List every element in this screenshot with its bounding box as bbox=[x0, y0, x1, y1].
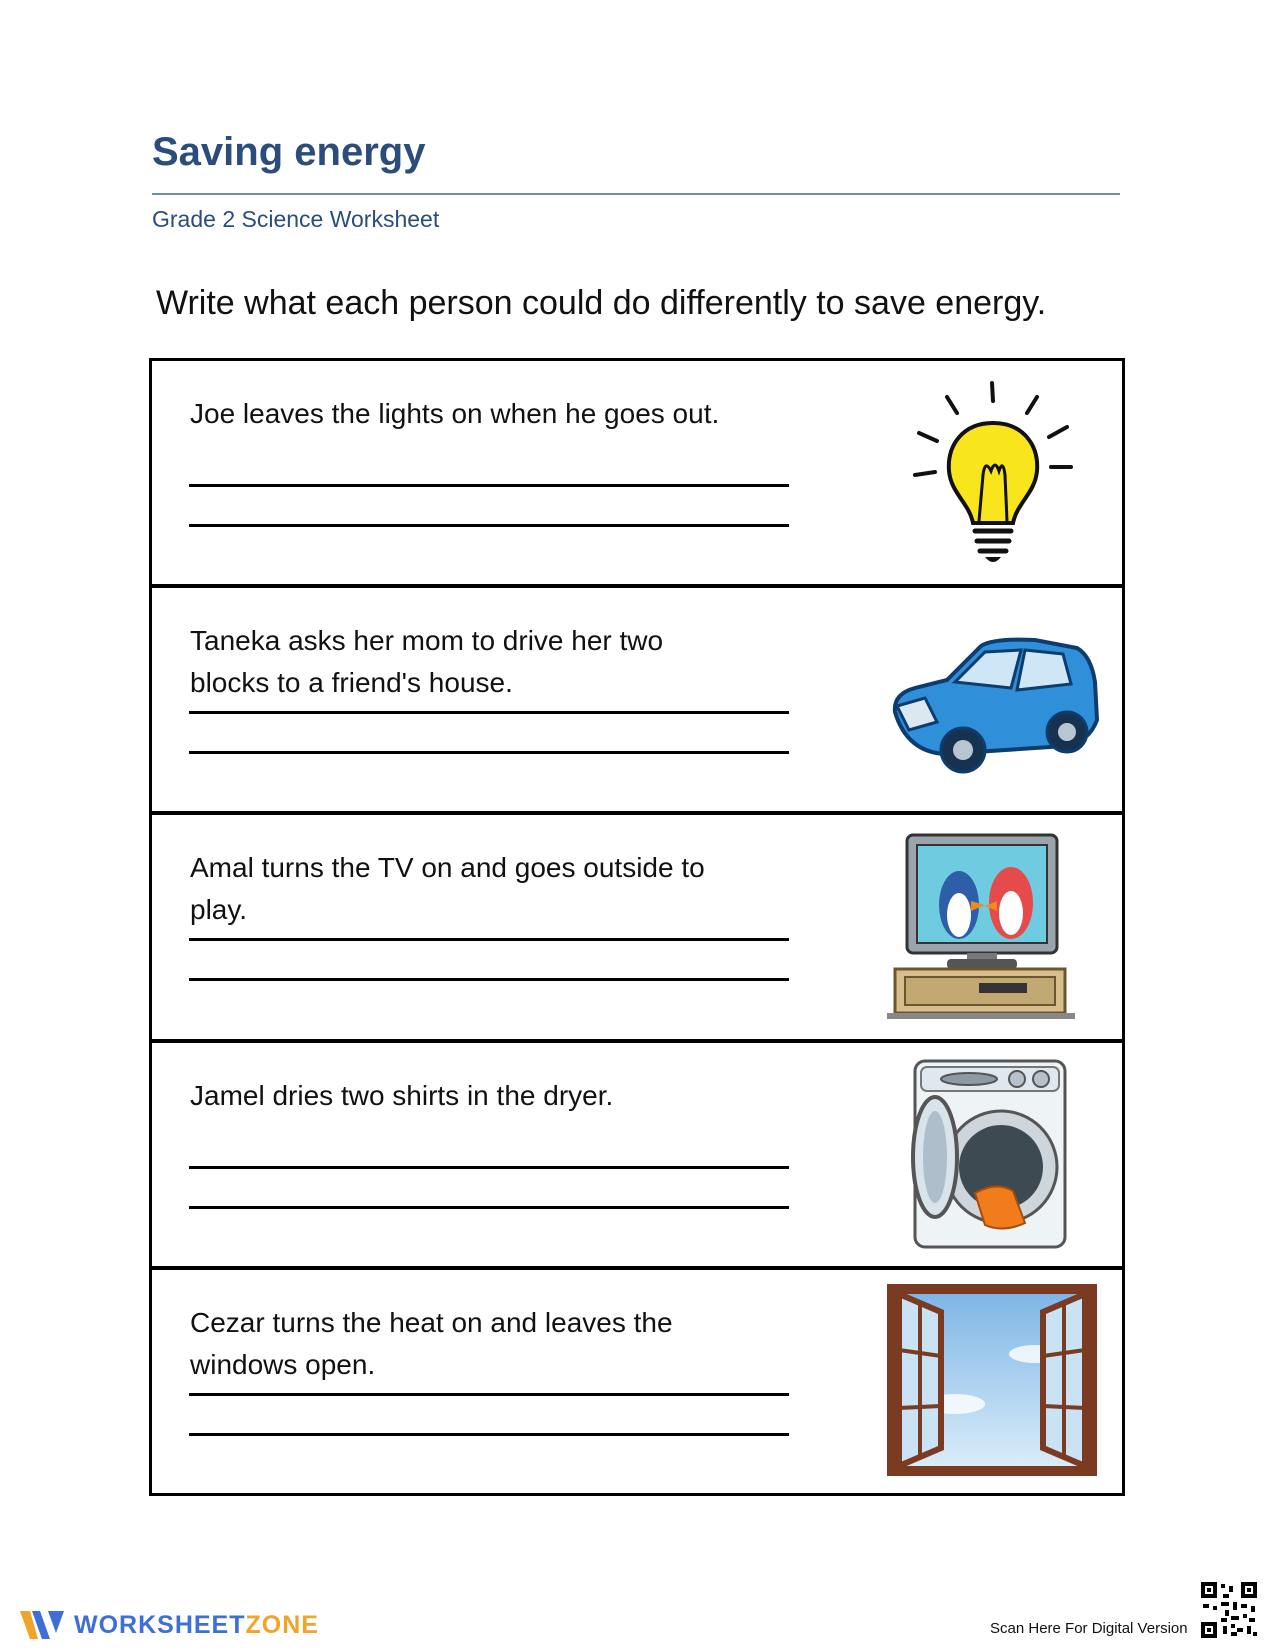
answer-line[interactable] bbox=[189, 938, 789, 941]
answer-line[interactable] bbox=[189, 711, 789, 714]
answer-line[interactable] bbox=[189, 751, 789, 754]
question-row bbox=[152, 1043, 1122, 1270]
question-row bbox=[152, 815, 1122, 1042]
answer-line[interactable] bbox=[189, 1166, 789, 1169]
question-row bbox=[152, 361, 1122, 588]
question-row bbox=[152, 1270, 1122, 1493]
worksheet-table bbox=[149, 358, 1125, 1496]
dryer-icon bbox=[885, 1057, 1100, 1253]
qr-code-icon[interactable] bbox=[1201, 1582, 1257, 1638]
window-icon bbox=[885, 1284, 1100, 1480]
question-prompt: Joe leaves the lights on when he goes out. bbox=[190, 398, 720, 429]
tv-icon bbox=[885, 829, 1100, 1025]
logo-text: WORKSHEETZONE bbox=[74, 1610, 319, 1639]
answer-line[interactable] bbox=[189, 1206, 789, 1209]
page-subtitle: Grade 2 Science Worksheet bbox=[152, 206, 440, 232]
question-prompt: Cezar turns the heat on and leaves the windows open. bbox=[190, 1306, 673, 1380]
answer-line[interactable] bbox=[189, 484, 789, 487]
question-prompt: Jamel dries two shirts in the dryer. bbox=[190, 1079, 614, 1111]
scan-caption: Scan Here For Digital Version bbox=[990, 1620, 1188, 1637]
instructions: Write what each person could do differently to save energy. bbox=[156, 284, 1047, 322]
answer-line[interactable] bbox=[189, 1393, 789, 1396]
answer-line[interactable] bbox=[189, 524, 789, 527]
question-prompt: Amal turns the TV on and goes outside to play. bbox=[190, 852, 705, 926]
lightbulb-icon bbox=[885, 375, 1100, 571]
logo-w-icon bbox=[18, 1605, 66, 1645]
question-prompt: Taneka asks her mom to drive her two blocks to a friend's house. bbox=[190, 625, 664, 699]
worksheetzone-logo[interactable] bbox=[18, 1605, 319, 1645]
car-icon bbox=[885, 602, 1100, 798]
answer-line[interactable] bbox=[189, 1433, 789, 1436]
question-row bbox=[152, 588, 1122, 815]
page-title: Saving energy bbox=[152, 130, 426, 174]
answer-line[interactable] bbox=[189, 978, 789, 981]
title-divider bbox=[152, 193, 1120, 195]
